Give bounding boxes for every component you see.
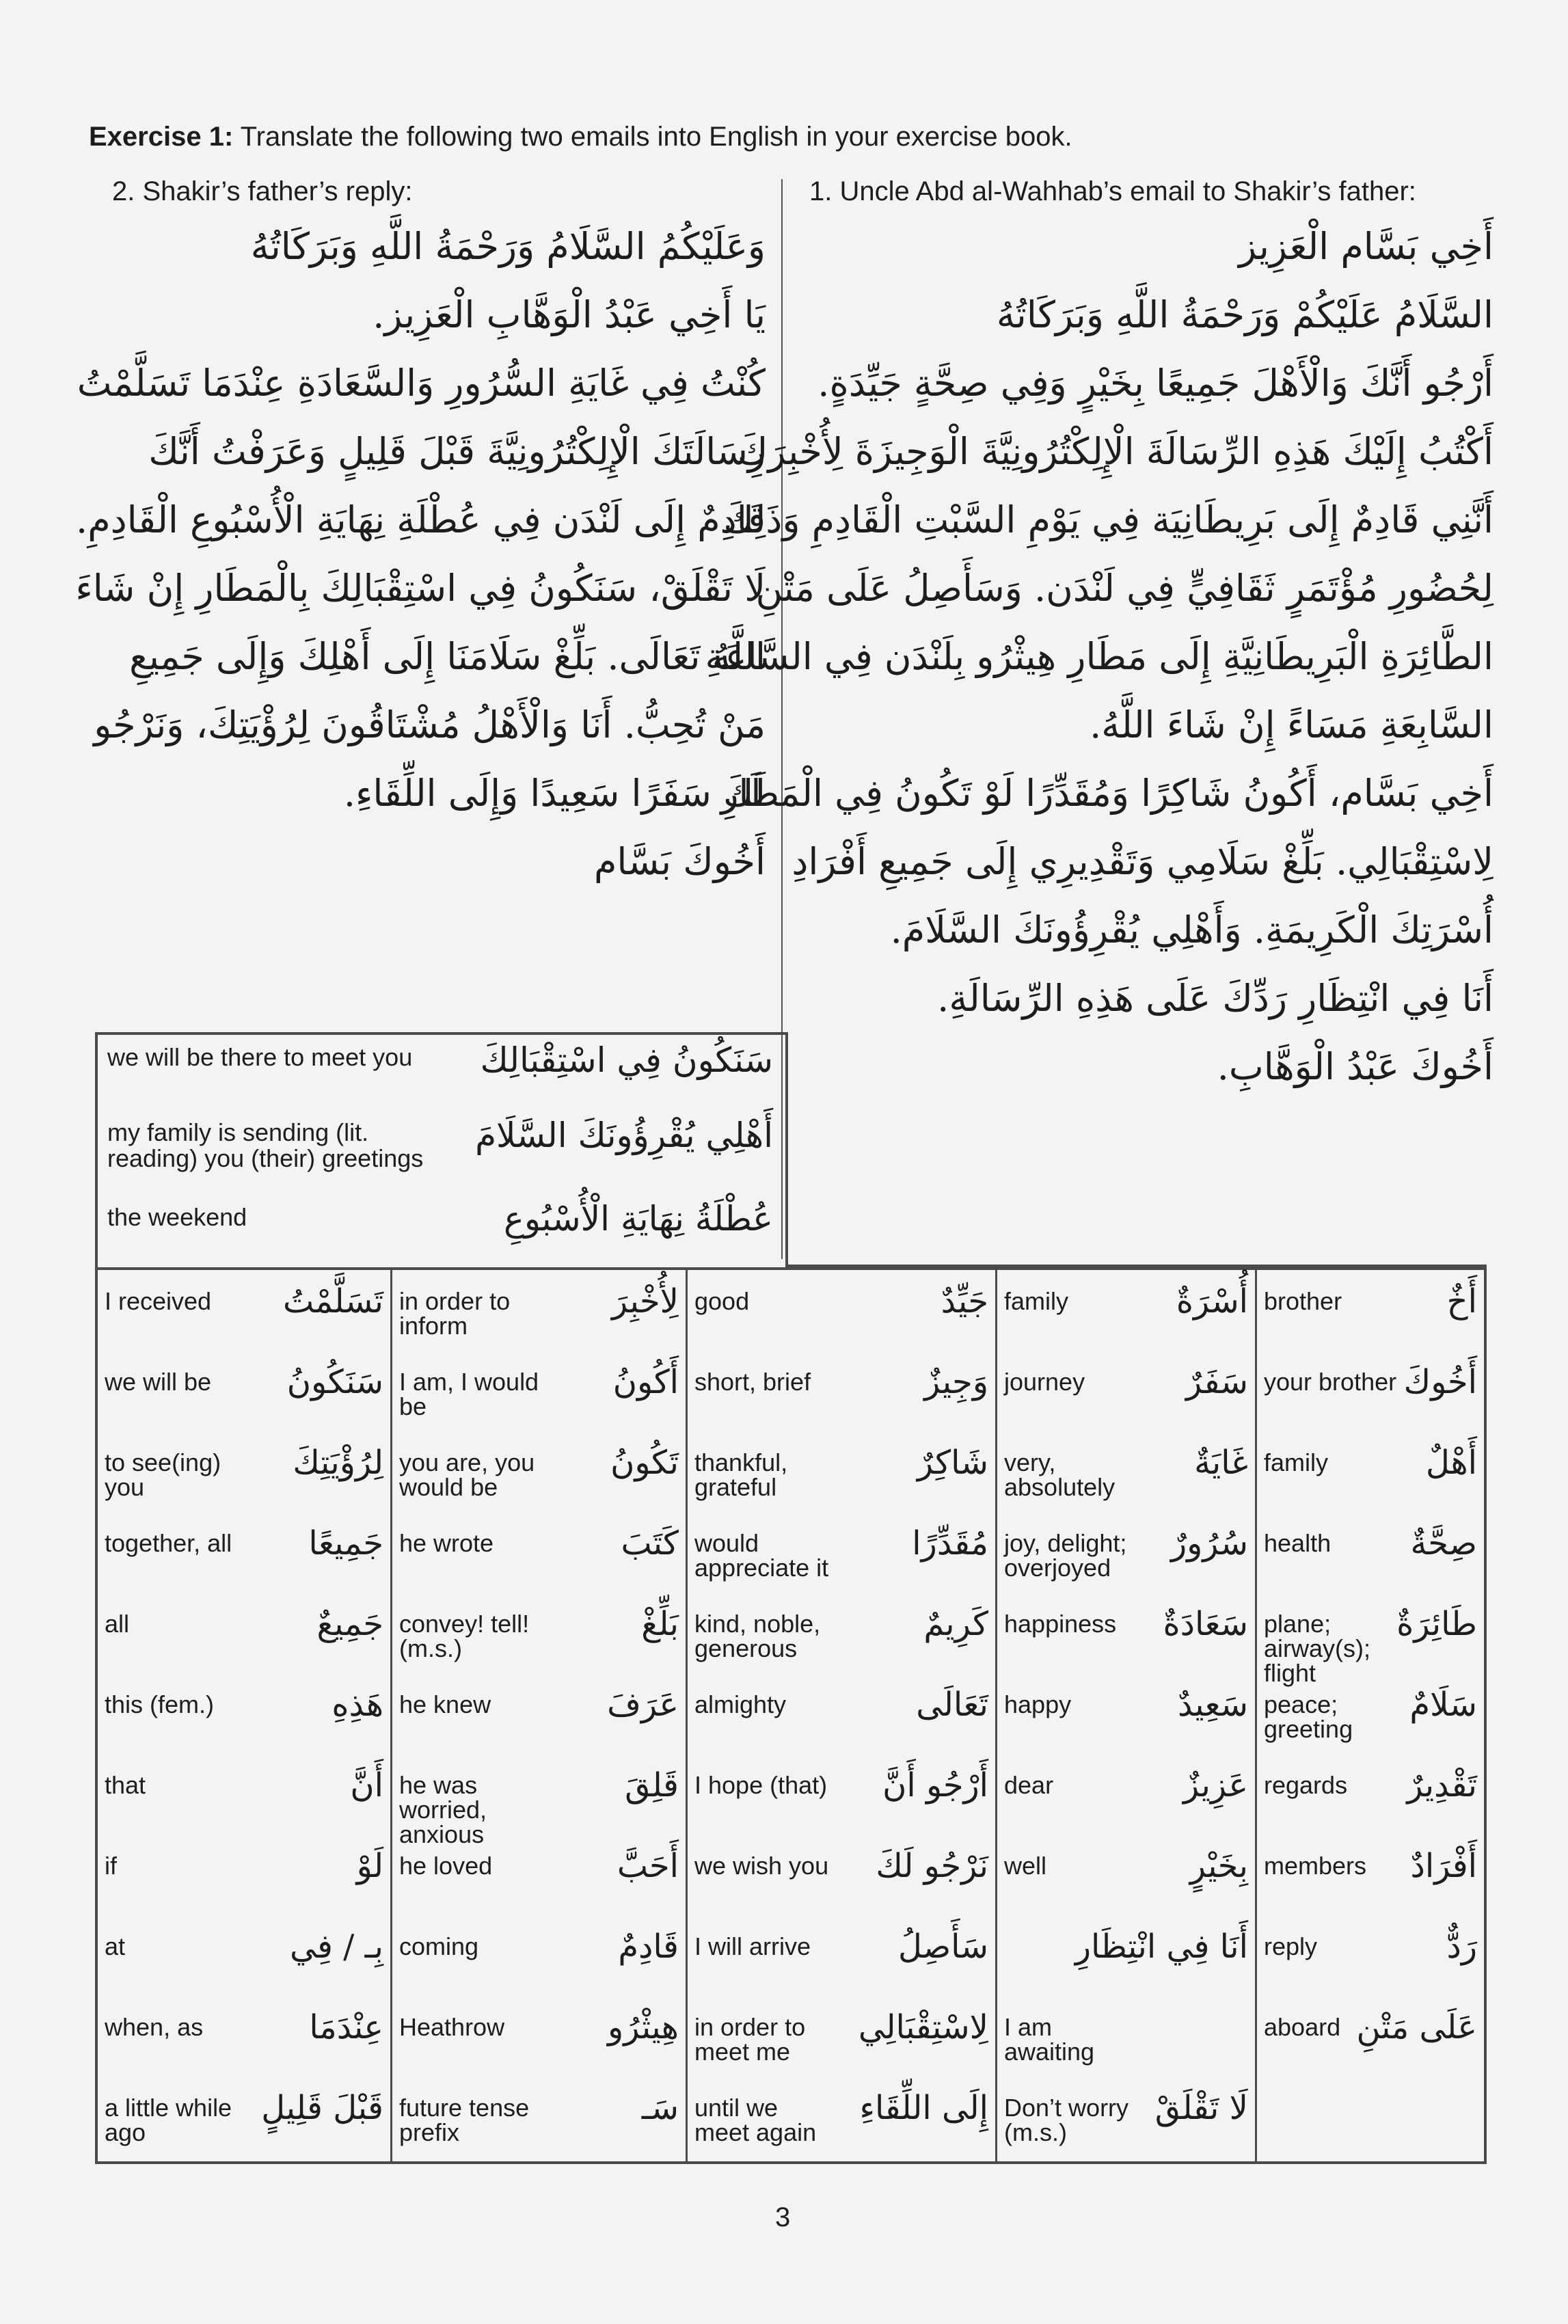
vocab-entry [98, 1835, 390, 1916]
vocab-arabic: سُرُورٌ [1170, 1524, 1248, 1563]
vocab-english: I received [105, 1287, 212, 1315]
vocab-english: journey [1004, 1368, 1085, 1396]
vocab-arabic: قَلِقَ [625, 1766, 679, 1805]
vocab-entry [688, 1431, 995, 1513]
vocab-english: peace; greeting [1264, 1690, 1353, 1743]
vocab-entry [392, 1351, 686, 1432]
vocab-arabic: غَايَةٌ [1194, 1444, 1248, 1482]
vocab-arabic: رَدٌّ [1446, 1928, 1477, 1966]
vocab-arabic: جَمِيعٌ [316, 1605, 383, 1643]
vocab-arabic: سَأَصِلُ [898, 1928, 988, 1966]
vocab-entry [997, 1431, 1255, 1513]
vocab-english: when, as [105, 2013, 204, 2041]
email-uncle-body [705, 213, 1493, 1101]
email-reply [75, 176, 766, 896]
vocab-arabic: صِحَّةٌ [1410, 1524, 1477, 1563]
vocab-english: I hope (that) [694, 1771, 828, 1799]
vocab-english: dear [1004, 1771, 1054, 1799]
vocab-arabic: أَنَا فِي انْتِظَارِ [1074, 1928, 1248, 1966]
vocab-english: health [1264, 1529, 1332, 1557]
vocab-english: in order to meet me [694, 2013, 806, 2066]
email-line: لَا تَقْلَقْ، سَنَكُونُ فِي اسْتِقْبَالِكَ بِالْمَطَارِ إِنْ شَاءَ [75, 567, 766, 610]
vocab-english: convey! tell! (m.s.) [399, 1610, 530, 1662]
vocab-arabic: لِاسْتِقْبَالِي [858, 2008, 988, 2046]
vocab-entry [997, 1270, 1255, 1351]
vocab-english: we will be [105, 1368, 212, 1396]
vocab-entry [98, 1754, 390, 1835]
vocab-english: joy, delight; overjoyed [1004, 1529, 1127, 1582]
vocab-arabic: سَعِيدٌ [1177, 1686, 1248, 1724]
vocab-entry [688, 1673, 995, 1755]
phrase-english: the weekend [107, 1203, 247, 1231]
vocab-entry [997, 1351, 1255, 1432]
vocab-entry [688, 1835, 995, 1916]
vocab-english: very, absolutely [1004, 1448, 1116, 1501]
vocab-column [1257, 1270, 1484, 2161]
vocab-arabic: لِرُؤْيَتِكَ [293, 1444, 383, 1482]
vocab-entry [1257, 1431, 1484, 1513]
vocab-english: a little while ago [105, 2094, 232, 2146]
vocab-arabic: تَسَلَّمْتُ [283, 1282, 383, 1321]
vocab-arabic: وَجِيزٌ [924, 1363, 988, 1401]
vocab-arabic: لَا تَقْلَقْ [1154, 2089, 1248, 2127]
email-line: قَادِمٌ إِلَى لَنْدَن فِي عُطْلَةِ نِهَايَةِ الْأُسْبُوعِ الْقَادِمِ. [76, 498, 766, 541]
vocab-english: in order to inform [399, 1287, 511, 1340]
vocab-entry [98, 1431, 390, 1513]
vocab-english: I am, I would be [399, 1368, 539, 1420]
vocab-english: would appreciate it [694, 1529, 829, 1582]
vocab-column [688, 1270, 997, 2161]
vocab-arabic: جَمِيعًا [308, 1524, 383, 1563]
email-line: لِاسْتِقْبَالِي. بَلِّغْ سَلَامِي وَتَقْدِيرِي إِلَى جَمِيعِ أَفْرَادِ [792, 840, 1493, 883]
vocab-entry [1257, 2077, 1484, 2158]
vocab-arabic: كَتَبَ [621, 1524, 679, 1563]
vocab-english: happiness [1004, 1610, 1117, 1638]
vocab-english: we wish you [694, 1852, 829, 1880]
vocab-english: he knew [399, 1690, 491, 1718]
vocab-english: I am awaiting [1004, 2013, 1095, 2066]
vocab-english: Heathrow [399, 2013, 505, 2041]
vocab-arabic: عَزِيزٌ [1183, 1766, 1248, 1805]
exercise-label: Exercise 1: [89, 122, 234, 152]
vocab-arabic: مُقَدِّرًا [912, 1524, 988, 1563]
vocab-entry [392, 1512, 686, 1593]
vocab-english: family [1264, 1448, 1329, 1476]
exercise-instruction [89, 122, 1490, 152]
phrase-arabic: أَهْلِي يُقْرِؤُونَكَ السَّلَامَ [475, 1116, 773, 1155]
vocab-entry [392, 1673, 686, 1755]
vocab-arabic: أَحَبَّ [617, 1847, 679, 1885]
email-uncle-heading: 1. Uncle Abd al-Wahhab’s email to Shakir’s father: [809, 176, 1416, 206]
vocab-arabic: أُسْرَةٌ [1176, 1282, 1248, 1321]
vocab-entry [997, 1673, 1255, 1755]
vocab-arabic: هِيثْرُو [608, 2008, 679, 2046]
vocab-entry [688, 2077, 995, 2158]
vocab-english: regards [1264, 1771, 1348, 1799]
vocab-arabic: أَفْرَادٌ [1410, 1847, 1477, 1885]
vocab-entry [392, 1835, 686, 1916]
vocab-english: he wrote [399, 1529, 494, 1557]
phrase-box [95, 1032, 788, 1267]
vocab-english: your brother [1264, 1368, 1397, 1396]
vocab-arabic: نَرْجُو لَكَ [876, 1847, 988, 1885]
vocab-english: together, all [105, 1529, 232, 1557]
vocab-entry [688, 1512, 995, 1593]
vocab-entry [688, 1593, 995, 1674]
vocab-arabic: كَرِيمٌ [923, 1605, 988, 1643]
vocab-arabic: عَلَى مَتْنِ [1356, 2008, 1477, 2046]
vocab-english: almighty [694, 1690, 787, 1718]
vocab-english: family [1004, 1287, 1069, 1315]
vocab-entry [392, 1996, 686, 2077]
vocab-arabic: بِخَيْرٍ [1189, 1847, 1248, 1885]
vocab-entry [688, 1351, 995, 1432]
vocab-entry [98, 1996, 390, 2077]
vocab-entry [392, 1431, 686, 1513]
email-reply-body [75, 213, 766, 896]
vocab-arabic: لَوْ [356, 1847, 383, 1885]
vocab-arabic: شَاكِرٌ [917, 1444, 988, 1482]
email-line: كُنْتُ فِي غَايَةِ السُّرُورِ وَالسَّعَادَةِ عِنْدَمَا تَسَلَّمْتُ [77, 362, 766, 405]
vocab-english: aboard [1264, 2013, 1341, 2041]
vocab-english: well [1004, 1852, 1047, 1880]
vocab-entry [392, 1915, 686, 1997]
vocab-arabic: أَنَّ [350, 1766, 383, 1805]
vocab-arabic: جَيِّدٌ [941, 1282, 988, 1321]
vocab-english: coming [399, 1932, 479, 1960]
vocab-arabic: طَائِرَةٌ [1396, 1605, 1477, 1643]
vocab-arabic: تَقْدِيرٌ [1407, 1766, 1477, 1805]
vocab-entry [997, 1754, 1255, 1835]
vocab-english: to see(ing) you [105, 1448, 221, 1501]
phrase-english: we will be there to meet you [107, 1043, 413, 1071]
email-line: مَنْ تُحِبُّ. أَنَا وَالْأَهْلُ مُشْتَاقُونَ لِرُؤْيَتِكَ، وَنَرْجُو [94, 703, 766, 746]
vocab-entry [997, 1593, 1255, 1674]
vocab-arabic: أَكُونُ [612, 1363, 679, 1401]
vocab-english: if [105, 1852, 117, 1880]
phrase-row [98, 1035, 785, 1110]
email-line: أَخِي بَسَّام، أَكُونُ شَاكِرًا وَمُقَدِّرًا لَوْ تَكُونُ فِي الْمَطَارِ [720, 772, 1493, 815]
vocab-entry [688, 1270, 995, 1351]
vocab-arabic: تَكُونُ [610, 1444, 679, 1482]
vocab-english: you are, you would be [399, 1448, 535, 1501]
email-line: أَخِي بَسَّام الْعَزِيز [1239, 225, 1493, 268]
email-uncle [705, 176, 1493, 1101]
vocab-english: future tense prefix [399, 2094, 530, 2146]
email-line: أَخُوكَ عَبْدُ الْوَهَّابِ. [1217, 1045, 1493, 1088]
vocab-arabic: هَذِهِ [332, 1686, 383, 1724]
email-line: لِحُضُورِ مُؤْتَمَرٍ ثَقَافِيٍّ فِي لَنْدَن. وَسَأَصِلُ عَلَى مَتْنِ [755, 567, 1493, 610]
vocab-entry [1257, 1512, 1484, 1593]
vocab-column [98, 1270, 392, 2161]
page-number: 3 [775, 2202, 791, 2232]
exercise-text: Translate the following two emails into English in your exercise book. [240, 122, 1072, 152]
phrase-arabic: عُطْلَةُ نِهَايَةِ الْأُسْبُوعِ [504, 1199, 773, 1239]
vocab-english: good [694, 1287, 750, 1315]
vocab-arabic: بَلِّغْ [641, 1605, 679, 1643]
vocab-arabic: عَرَفَ [607, 1686, 679, 1724]
vocab-entry [98, 1673, 390, 1755]
email-line: أُسْرَتِكَ الْكَرِيمَةِ. وَأَهْلِي يُقْرِؤُونَكَ السَّلَامَ. [890, 908, 1493, 951]
email-line: أَنَا فِي انْتِظَارِ رَدِّكَ عَلَى هَذِهِ الرِّسَالَةِ. [937, 977, 1493, 1020]
vocab-arabic: سَـ [641, 2089, 679, 2127]
vocab-arabic: بِـ / فِي [289, 1928, 383, 1966]
vocab-entry [98, 2077, 390, 2158]
vocab-entry [98, 1593, 390, 1674]
vocab-english: until we meet again [694, 2094, 817, 2146]
email-line: أَنَّنِي قَادِمٌ إِلَى بَرِيطَانِيَة فِي يَوْمِ السَّبْتِ الْقَادِمِ وَذَلِكَ [723, 498, 1493, 541]
vocab-entry [997, 1996, 1255, 2077]
vocab-column [997, 1270, 1257, 2161]
email-line: رِسَالَتَكَ الْإِلِكْتُرُونِيَّةَ قَبْلَ قَلِيلٍ وَعَرَفْتُ أَنَّكَ [148, 430, 766, 473]
vocab-entry [1257, 1270, 1484, 1351]
email-line: أَرْجُو أَنَّكَ وَالْأَهْلَ جَمِيعًا بِخَيْرٍ وَفِي صِحَّةٍ جَيِّدَةٍ. [817, 362, 1493, 405]
vocab-arabic: أَخُوكَ [1403, 1363, 1477, 1401]
email-line: أَكْتُبُ إِلَيْكَ هَذِهِ الرِّسَالَةَ الْإِلِكْتُرُونِيَّةَ الْوَجِيزَةَ لِأُخْبِرَكَ [737, 430, 1493, 473]
vocab-entry [98, 1351, 390, 1432]
vocab-english: this (fem.) [105, 1690, 215, 1718]
email-line: أَخُوكَ بَسَّام [593, 840, 766, 883]
vocab-english: Don’t worry (m.s.) [1004, 2094, 1129, 2146]
vocab-english: short, brief [694, 1368, 811, 1396]
email-line: السَّلَامُ عَلَيْكُمْ وَرَحْمَةُ اللَّهِ وَبَرَكَاتُهُ [996, 293, 1493, 336]
vocab-entry [392, 1593, 686, 1674]
vocab-english: brother [1264, 1287, 1342, 1315]
vocab-arabic: سَلَامٌ [1409, 1686, 1477, 1724]
vocab-arabic: أَهْلٌ [1426, 1444, 1477, 1482]
vocab-entry [1257, 1351, 1484, 1432]
email-line: اللَّهُ تَعَالَى. بَلِّغْ سَلَامَنَا إِلَى أَهْلِكَ وَإِلَى جَمِيعِ [129, 635, 766, 678]
email-line: يَا أَخِي عَبْدُ الْوَهَّابِ الْعَزِيز. [373, 293, 766, 336]
vocab-arabic: أَرْجُو أَنَّ [882, 1766, 988, 1805]
vocab-english: kind, noble, generous [694, 1610, 821, 1662]
vocab-arabic: لِأُخْبِرَ [611, 1282, 679, 1321]
vocab-entry [688, 1754, 995, 1835]
vocab-arabic: سَفَرٌ [1186, 1363, 1248, 1401]
vocab-arabic: إِلَى اللِّقَاءِ [859, 2089, 988, 2127]
vocab-entry [688, 1915, 995, 1997]
vocab-english: I will arrive [694, 1932, 811, 1960]
vocab-entry [1257, 1915, 1484, 1997]
vocab-english: thankful, grateful [694, 1448, 788, 1501]
vocab-arabic: أَخٌ [1446, 1282, 1477, 1321]
email-line: السَّابِعَةِ مَسَاءً إِنْ شَاءَ اللَّهُ. [1090, 703, 1493, 746]
email-reply-heading: 2. Shakir’s father’s reply: [112, 176, 413, 206]
vocab-english: that [105, 1771, 146, 1799]
vocab-entry [392, 1270, 686, 1351]
vocab-english: he was worried, anxious [399, 1771, 487, 1848]
vocab-entry [1257, 1593, 1484, 1687]
vocab-english: all [105, 1610, 130, 1638]
vocab-arabic: عِنْدَمَا [309, 2008, 383, 2046]
vocab-english: happy [1004, 1690, 1072, 1718]
vocab-english: plane; airway(s); flight [1264, 1610, 1371, 1687]
vocab-entry [98, 1512, 390, 1593]
email-line: الطَّائِرَةِ الْبَرِيطَانِيَّةِ إِلَى مَطَارِ هِيثْرُو بِلَنْدَن فِي السَّاعَةِ [705, 635, 1493, 678]
vocab-arabic: سَنَكُونُ [286, 1363, 383, 1401]
vocab-arabic: سَعَادَةٌ [1163, 1605, 1248, 1643]
vocabulary-table [95, 1267, 1487, 2164]
vocab-arabic: قَبْلَ قَلِيلٍ [261, 2089, 383, 2127]
vocab-entry [1257, 1835, 1484, 1916]
vocab-entry [997, 2077, 1255, 2158]
vocab-entry [98, 1270, 390, 1351]
vocab-english: members [1264, 1852, 1367, 1880]
vocab-entry [1257, 1996, 1484, 2077]
vocab-english: reply [1264, 1932, 1318, 1960]
vocab-column [392, 1270, 688, 2161]
phrase-english: my family is sending (lit. reading) you (their) greetings [107, 1118, 424, 1172]
vocab-entry [392, 1754, 686, 1848]
vocab-arabic: تَعَالَى [916, 1686, 988, 1724]
vocab-entry [392, 2077, 686, 2158]
vocab-entry [997, 1915, 1255, 1997]
email-line: لَكَ سَفَرًا سَعِيدًا وَإِلَى اللِّقَاءِ. [343, 772, 766, 815]
vocab-entry [688, 1996, 995, 2077]
phrase-row [98, 1185, 785, 1260]
email-line: وَعَلَيْكُمُ السَّلَامُ وَرَحْمَةُ اللَّهِ وَبَرَكَاتُهُ [250, 225, 766, 268]
vocab-entry [997, 1512, 1255, 1593]
phrase-row [98, 1110, 785, 1185]
vocab-entry [1257, 1754, 1484, 1835]
vocab-english: at [105, 1932, 126, 1960]
vocab-entry [1257, 1673, 1484, 1755]
vocab-arabic: قَادِمٌ [618, 1928, 679, 1966]
vocab-entry [997, 1835, 1255, 1916]
vocab-entry [98, 1915, 390, 1997]
phrase-arabic: سَنَكُونُ فِي اسْتِقْبَالِكَ [480, 1040, 773, 1080]
vocab-english: he loved [399, 1852, 493, 1880]
